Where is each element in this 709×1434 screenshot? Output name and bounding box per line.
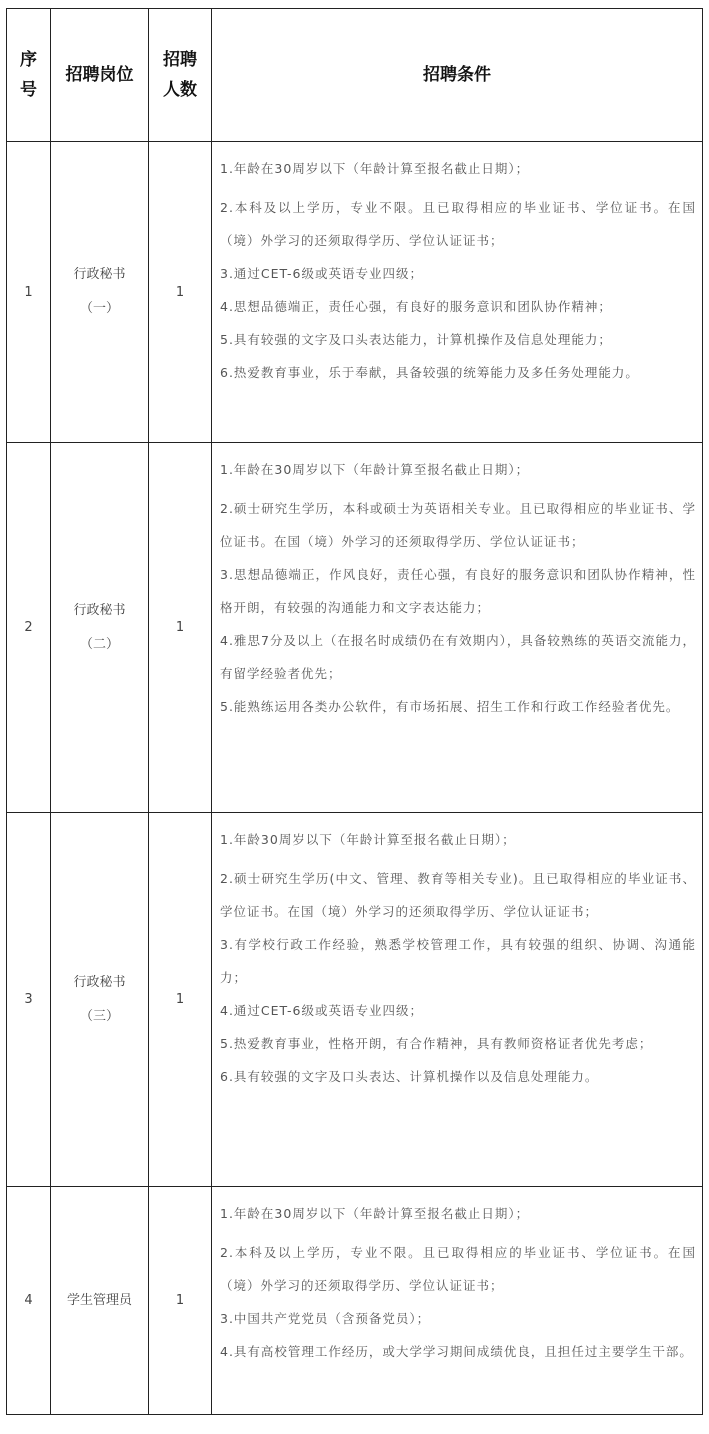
position-line: 行政秘书: [73, 602, 126, 618]
position-line: （三）: [79, 1008, 119, 1024]
requirement-item: 1.年龄在30周岁以下（年龄计算至报名截止日期）；: [220, 1206, 530, 1221]
row-no: 1: [7, 142, 51, 443]
row-requirements: [212, 1187, 703, 1415]
row-position: [51, 443, 149, 813]
requirement-item: 5.具有较强的文字及口头表达能力，计算机操作及信息处理能力；: [220, 332, 612, 347]
header-no-line1: 序: [20, 50, 37, 70]
requirement-item: 3.思想品德端正，作风良好，责任心强，有良好的服务意识和团队协作精神，性格开朗，有较强的沟通能力和文字表达能力；: [220, 567, 696, 615]
row-count: 1: [149, 142, 212, 443]
requirement-item: 3.有学校行政工作经验，熟悉学校管理工作，具有较强的组织、协调、沟通能力；: [220, 937, 696, 985]
position-line: 学生管理员: [66, 1292, 132, 1308]
header-requirements: 招聘条件: [212, 9, 703, 142]
header-no: [7, 9, 51, 142]
position-line: 行政秘书: [73, 267, 126, 282]
requirement-item: 5.能熟练运用各类办公软件，有市场拓展、招生工作和行政工作经验者优先。: [220, 699, 680, 714]
row-requirements: [212, 142, 703, 443]
table-row: [7, 1187, 703, 1415]
requirement-item: 4.通过CET-6级或英语专业四级；: [220, 1003, 424, 1018]
row-no: 4: [7, 1187, 51, 1415]
position-line: （二）: [79, 636, 119, 652]
row-count: 1: [149, 1187, 212, 1415]
requirement-item: 2.硕士研究生学历，本科或硕士为英语相关专业。且已取得相应的毕业证书、学位证书。在国（境）外学习的还须取得学历、学位认证证书；: [220, 501, 696, 549]
row-count: 1: [149, 443, 212, 813]
requirement-item: 2.硕士研究生学历(中文、管理、教育等相关专业)。且已取得相应的毕业证书、学位证书。在国（境）外学习的还须取得学历、学位认证证书；: [220, 871, 696, 919]
requirement-item: 4.具有高校管理工作经历，或大学学习期间成绩优良，且担任过主要学生干部。: [220, 1344, 693, 1359]
requirement-item: 1.年龄30周岁以下（年龄计算至报名截止日期）；: [220, 832, 516, 847]
header-count: [149, 9, 212, 142]
row-position: [51, 1187, 149, 1415]
header-count-line1: 招聘: [163, 50, 197, 70]
requirement-item: 6.具有较强的文字及口头表达、计算机操作以及信息处理能力。: [220, 1069, 599, 1084]
table-row: [7, 813, 703, 1187]
requirement-item: 1.年龄在30周岁以下（年龄计算至报名截止日期）；: [220, 462, 530, 477]
row-position: [51, 813, 149, 1187]
row-count: 1: [149, 813, 212, 1187]
row-requirements: [212, 813, 703, 1187]
table-header-row: [7, 9, 703, 142]
table-row: [7, 443, 703, 813]
requirement-item: 4.思想品德端正，责任心强，有良好的服务意识和团队协作精神；: [220, 299, 612, 314]
requirement-item: 5.热爱教育事业，性格开朗，有合作精神，具有教师资格证者优先考虑；: [220, 1036, 653, 1051]
row-no: 2: [7, 443, 51, 813]
header-no-line2: 号: [20, 80, 37, 100]
recruitment-table: [6, 8, 703, 1415]
position-line: （一）: [79, 301, 119, 316]
table-row: [7, 142, 703, 443]
requirement-item: 2.本科及以上学历，专业不限。且已取得相应的毕业证书、学位证书。在国（境）外学习的还须取得学历、学位认证证书；: [220, 1245, 696, 1293]
row-no: 3: [7, 813, 51, 1187]
requirement-item: 3.通过CET-6级或英语专业四级；: [220, 266, 424, 281]
row-position: [51, 142, 149, 443]
header-count-line2: 人数: [163, 80, 197, 100]
requirement-item: 6.热爱教育事业，乐于奉献，具备较强的统筹能力及多任务处理能力。: [220, 365, 639, 380]
row-requirements: [212, 443, 703, 813]
requirement-item: 1.年龄在30周岁以下（年龄计算至报名截止日期）；: [220, 161, 530, 176]
header-position: 招聘岗位: [51, 9, 149, 142]
position-line: 行政秘书: [73, 974, 126, 990]
requirement-item: 3.中国共产党党员（含预备党员）；: [220, 1311, 431, 1326]
requirement-item: 2.本科及以上学历，专业不限。且已取得相应的毕业证书、学位证书。在国（境）外学习的还须取得学历、学位认证证书；: [220, 200, 696, 248]
requirement-item: 4.雅思7分及以上（在报名时成绩仍在有效期内），具备较熟练的英语交流能力，有留学经验者优先；: [220, 633, 696, 681]
